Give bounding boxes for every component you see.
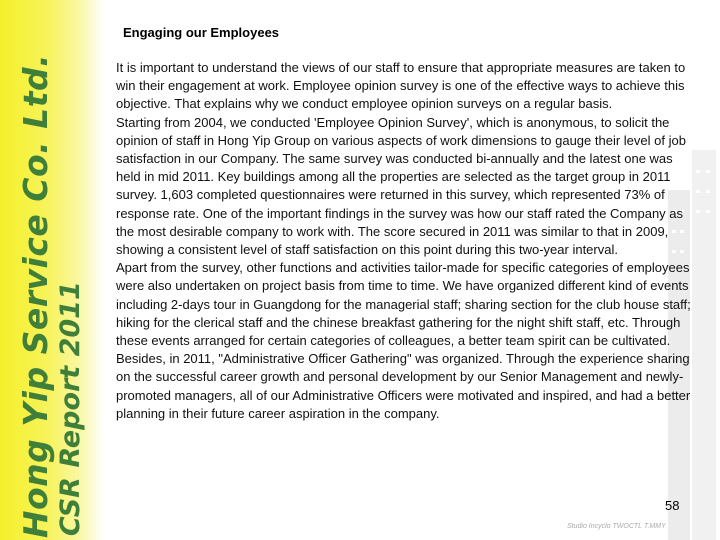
footer-watermark: Studio Incyclo TWOCTL T.MMY (567, 523, 666, 530)
report-title: CSR Report 2011 (55, 281, 86, 537)
sidebar-band (0, 0, 104, 540)
company-name: Hong Yip Service Co. Ltd. (16, 53, 55, 539)
paragraph-activities: Apart from the survey, other functions and activities tailor-made for specific categories of employees were also undertaken on project basis from time to time. We have organized different kind of events including 2-days tour in Guangdong for the managerial staff; sharing section for the club house staff; hiking for the clerical staff and the chinese breakfast gathering for the night shift staff, etc. Through these events arranged for certain categories of colleagues, a better team spirit can be cultivated. Besides, in 2011, "Administrative Officer Gathering" was organized. Through the experience sharing on the successful career growth and personal development by our Senior Management and newly-promoted managers, all of our Administrative Officers were motivated and inspired, and had a better planning in their future career aspiration in the company. (116, 260, 691, 421)
page-number: 58 (665, 498, 680, 513)
page-heading: Engaging our Employees (123, 25, 280, 40)
body-text (116, 59, 694, 423)
brand-block (17, 54, 87, 538)
paragraph-survey-intro: It is important to understand the views of our staff to ensure that appropriate measures are taken to win their engagement at work. Employee opinion survey is one of the effective ways to achieve this objective. That explains why we conduct employee opinion surveys on a regular basis. (116, 60, 686, 112)
paragraph-survey-details: Starting from 2004, we conducted 'Employee Opinion Survey', which is anonymous, to solicit the opinion of staff in Hong Yip Group on various aspects of work dimensions to gauge their level of job satisfaction in our Company. The same survey was conducted bi-annually and the latest one was held in mid 2011. Key buildings among all the properties are selected as the target group in 2011 survey. 1,603 completed questionnaires were returned in this survey, which represented 73% of response rate. One of the important findings in the survey was how our staff rated the Company as the most desirable company to work with. The score secured in 2011 was similar to that in 2009, showing a consistent level of staff satisfaction on this point during this two-year interval. (116, 114, 686, 258)
